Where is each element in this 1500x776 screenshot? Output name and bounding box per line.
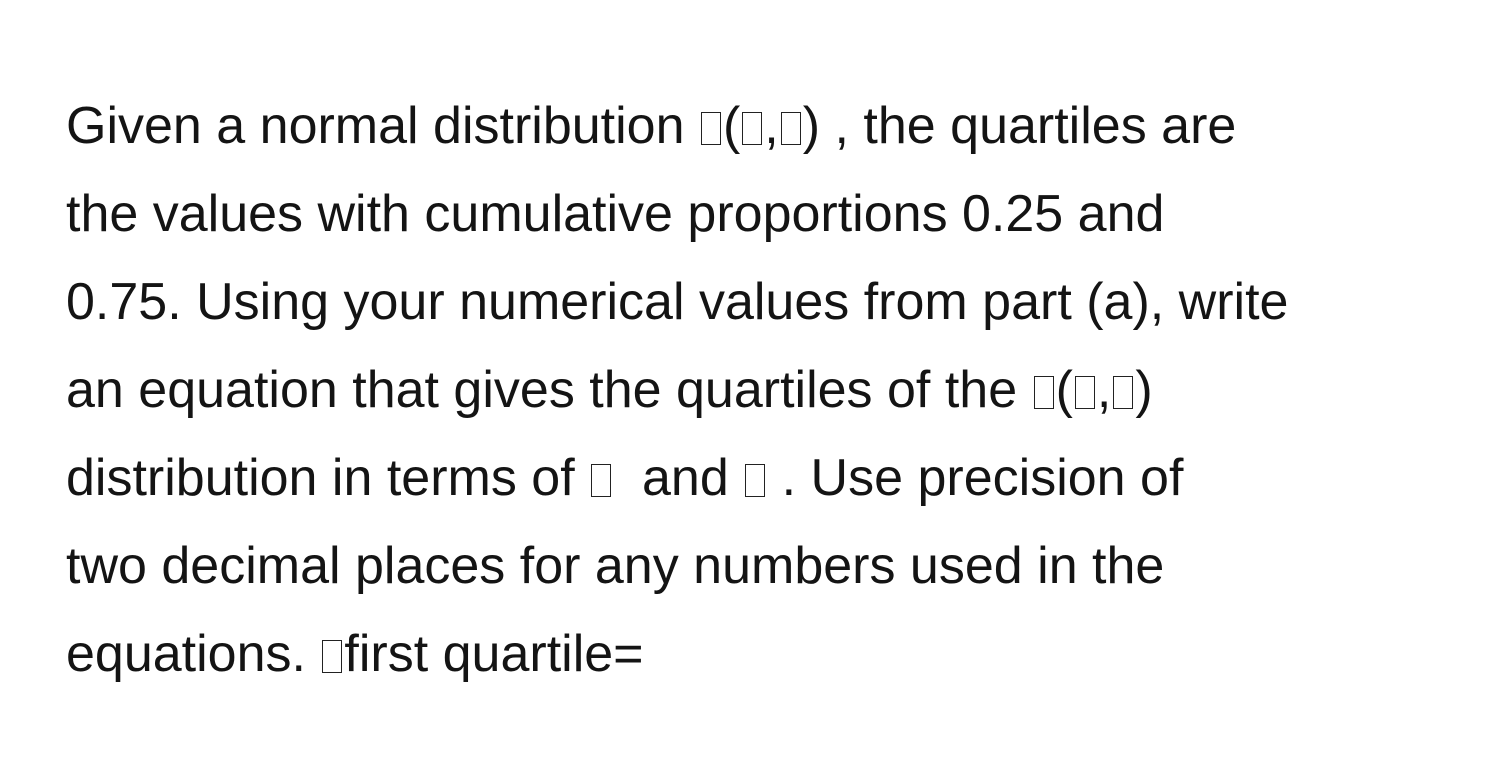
text-line xyxy=(66,444,1466,532)
text-line xyxy=(66,268,1466,356)
text-line xyxy=(66,620,1466,708)
text-run: two decimal places for any numbers used in the xyxy=(66,537,1165,595)
missing-glyph-icon xyxy=(742,112,762,145)
missing-glyph-icon xyxy=(1113,376,1133,409)
text-line xyxy=(66,180,1466,268)
text-run: ( xyxy=(722,97,741,155)
text-line xyxy=(66,356,1466,444)
missing-glyph-icon xyxy=(1075,376,1095,409)
text-run: equations. xyxy=(66,625,321,683)
text-run: an equation that gives the quartiles of the xyxy=(66,361,1032,419)
text-run: . Use precision of xyxy=(767,449,1184,507)
text-run: , the quartiles are xyxy=(820,97,1237,155)
text-run: distribution in terms of xyxy=(66,449,590,507)
text-run: and xyxy=(613,449,744,507)
missing-glyph-icon xyxy=(322,640,342,673)
missing-glyph-icon xyxy=(701,112,721,145)
text-run: first quartile= xyxy=(344,625,644,683)
text-run: the values with cumulative proportions 0.25 and xyxy=(66,185,1165,243)
text-run: ( xyxy=(1055,361,1073,419)
text-run: , xyxy=(1096,361,1112,419)
missing-glyph-icon xyxy=(591,464,611,497)
missing-glyph-icon xyxy=(1034,376,1054,409)
text-line xyxy=(66,532,1466,620)
text-line xyxy=(66,92,1466,180)
question-paragraph xyxy=(66,92,1466,708)
missing-glyph-icon xyxy=(745,464,765,497)
missing-glyph-icon xyxy=(781,112,801,145)
text-run: ) xyxy=(802,97,821,155)
text-run: Given a normal distribution xyxy=(66,97,699,155)
text-run: , xyxy=(764,97,779,155)
text-run: ) xyxy=(1135,361,1153,419)
text-run: 0.75. Using your numerical values from part (a), write xyxy=(66,273,1289,331)
